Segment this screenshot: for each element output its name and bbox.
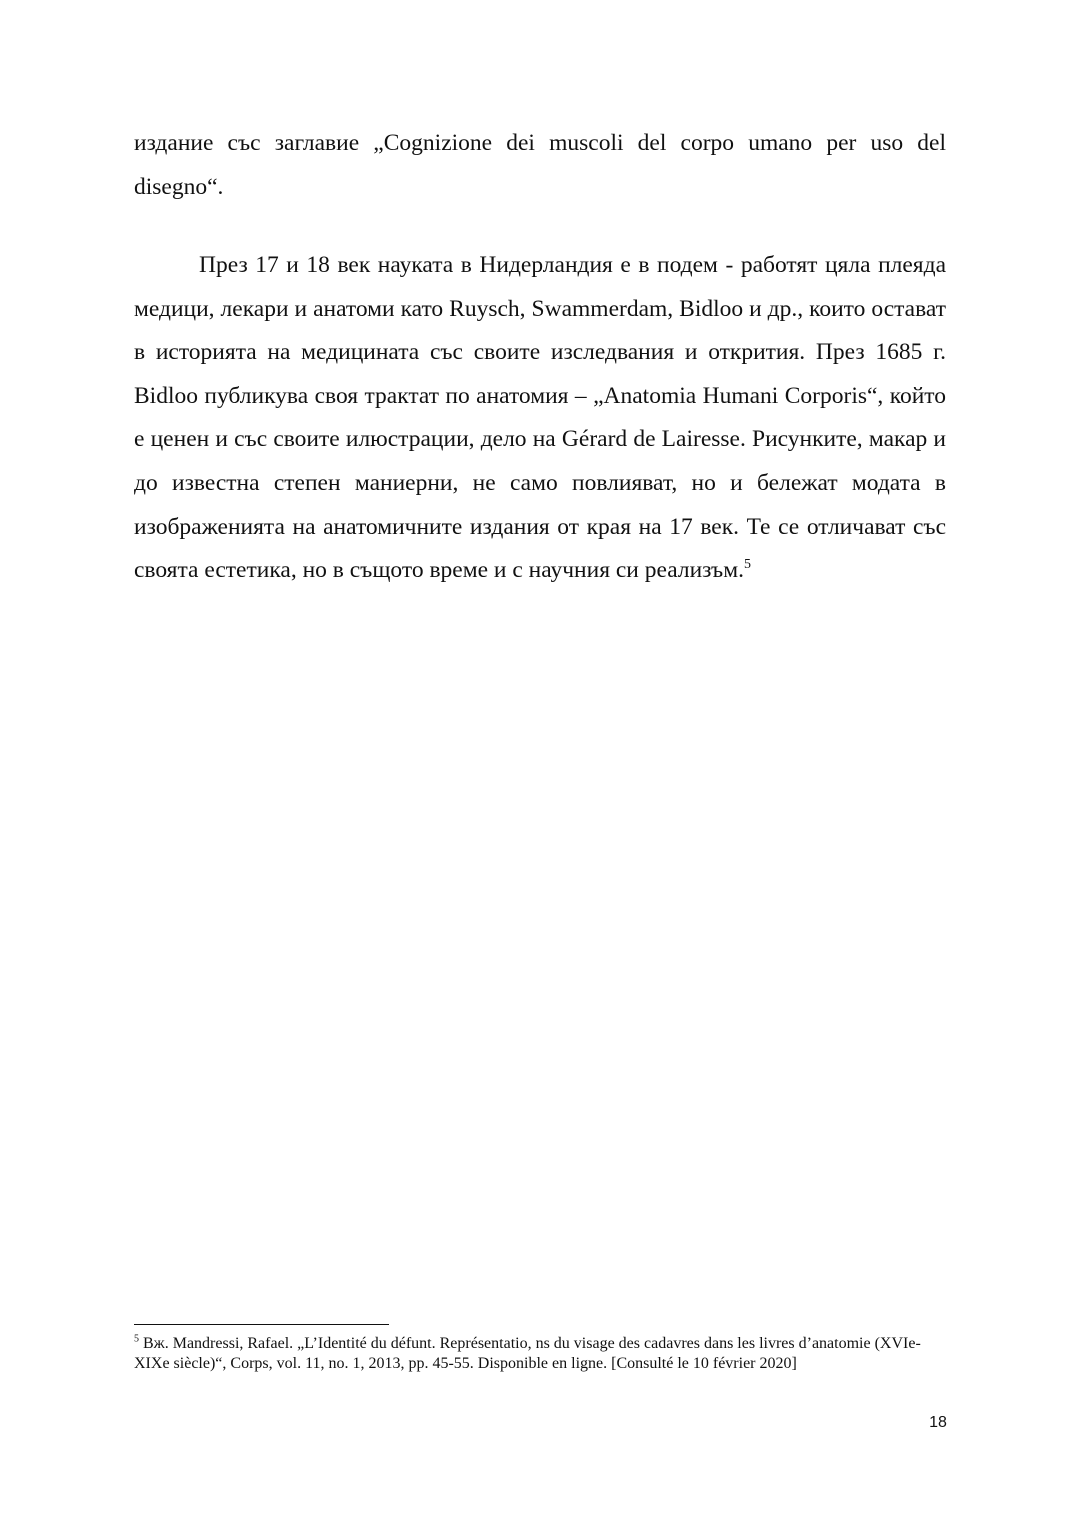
footnote-reference[interactable]: 5 [743, 557, 751, 573]
footnote-separator [134, 1324, 389, 1325]
footnote [134, 1334, 934, 1373]
page-number: 18 [929, 1414, 947, 1431]
paragraph-continuation [134, 122, 946, 209]
footnote-number: 5 [134, 1333, 139, 1345]
paragraph-main [134, 244, 946, 593]
paragraph-text: издание със заглавие „Cognizione dei muscoli del corpo umano per uso del disegno“. [134, 130, 946, 200]
footnote-text: Вж. Mandressi, Rafael. „L’Identité du défunt. Représentatio, ns du visage des cadavres dans les livres d’anatomie (XVIe-XIXe siècle)“, Corps, vol. 11, no. 1, 2013, pp. 45-55. Disponible en ligne. [Consulté le 10 février 2020] [134, 1335, 921, 1372]
paragraph-text: През 17 и 18 век науката в Нидерландия е в подем - работят цяла плеяда медици, лекари и анатоми като Ruysch, Swammerdam, Bidloo и др., които остават в историята на медицината със своите изследвания и открития. През 1685 г. Bidloo публикува своя трактат по анатомия – „Anatomia Humani Corporis“, който е ценен и със своите илюстрации, дело на Gérard de Lairesse. Рисунките, макар и до известна степен маниерни, не само повлияват, но и бележат модата в изображенията на анатомичните издания от края на 17 век. Те се отличават със своята естетика, но в същото време и с научния си реализъм. [134, 252, 946, 584]
